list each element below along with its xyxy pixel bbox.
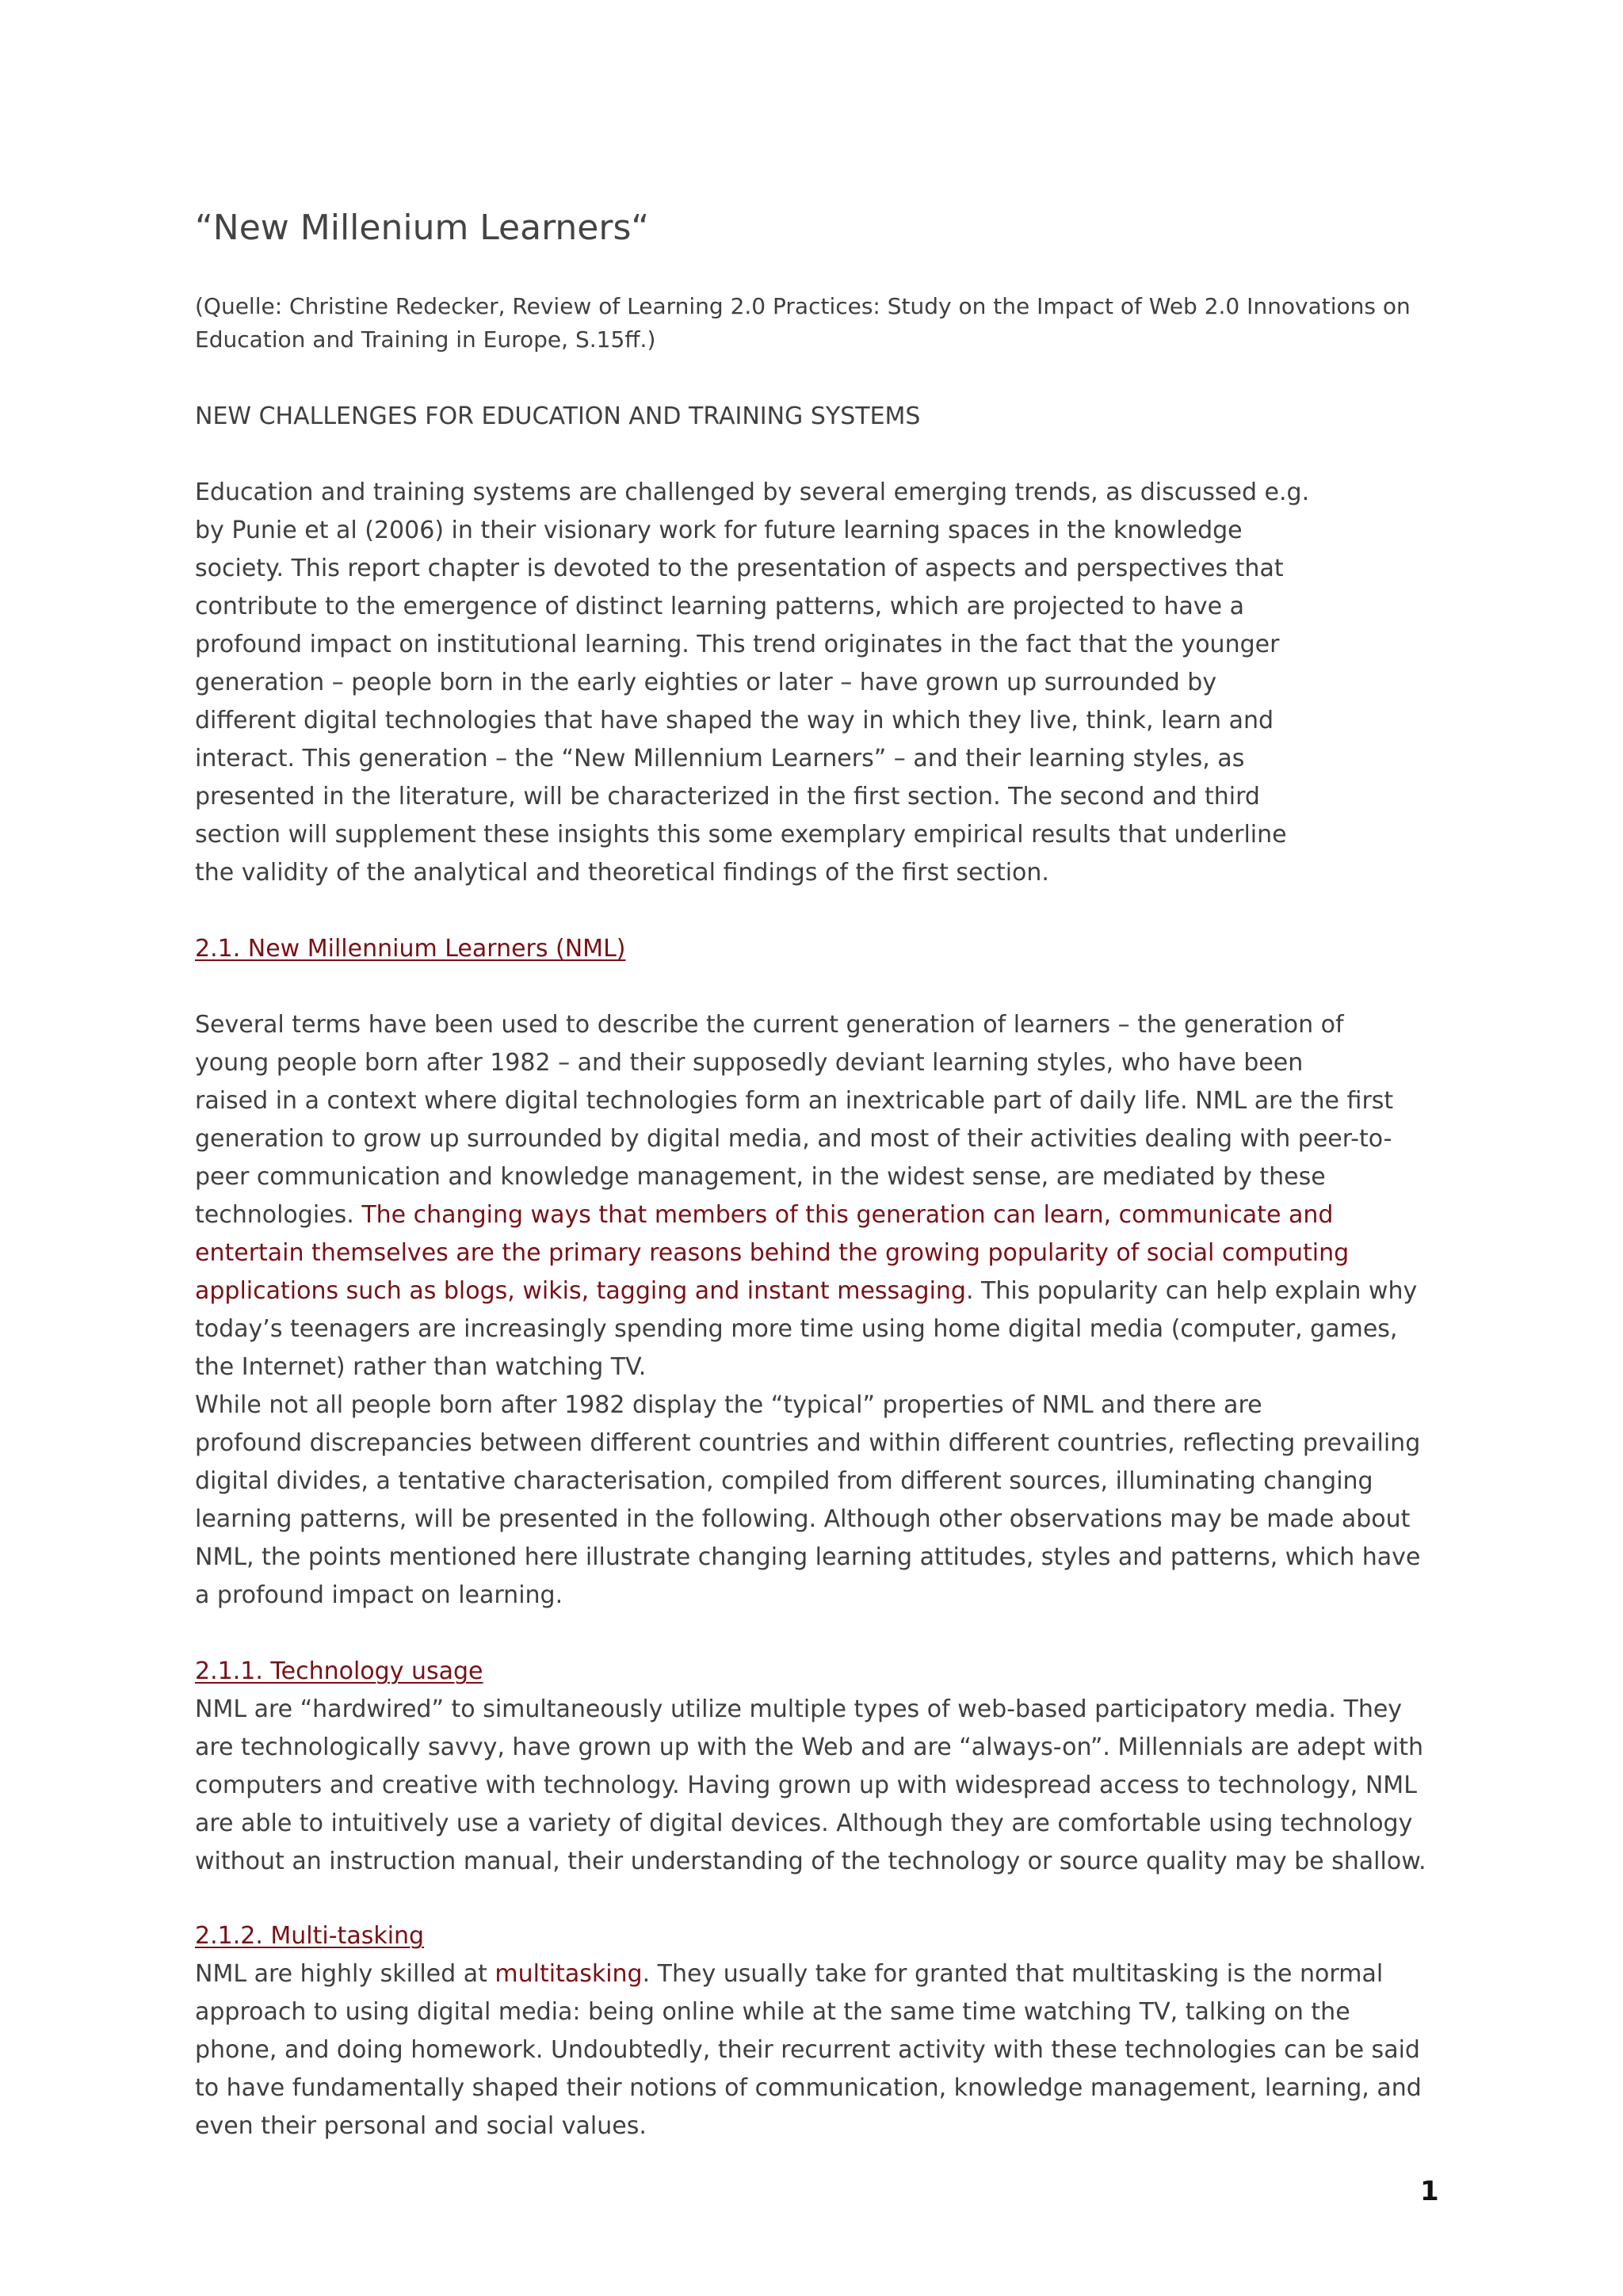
nml-heading (195, 930, 1542, 968)
text-line: digital divides, a tentative characterisation, compiled from different sources, illuminating changing (195, 1467, 1373, 1495)
multi-tasking-heading-link[interactable]: 2.1.2. Multi-tasking (195, 1922, 425, 1950)
text-line: are technologically savvy, have grown up with the Web and are “always-on”. Millennials are adept with (195, 1733, 1424, 1761)
section-heading-text: NEW CHALLENGES FOR EDUCATION AND TRAINING SYSTEMS (195, 402, 921, 430)
text-line: interact. This generation – the “New Millennium Learners” – and their learning styles, as (195, 745, 1245, 772)
highlighted-text: multitasking (495, 1960, 643, 1988)
text-line: Education and training systems are challenged by several emerging trends, as discussed e.g. (195, 479, 1310, 506)
source-citation (195, 290, 1542, 357)
technology-usage-heading (195, 1653, 1542, 1691)
text-line: even their personal and social values. (195, 2112, 647, 2140)
highlighted-text: applications such as blogs, wikis, tagging and instant messaging (195, 1277, 966, 1305)
text-segment: technologies. (195, 1201, 362, 1229)
multi-tasking-heading (195, 1917, 1542, 1955)
text-segment: NML are highly skilled at (195, 1960, 495, 1988)
text-line: presented in the literature, will be characterized in the first section. The second and third (195, 783, 1260, 810)
text-line: raised in a context where digital technologies form an inextricable part of daily life. NML are the first (195, 1087, 1394, 1115)
text-line: contribute to the emergence of distinct learning patterns, which are projected to have a (195, 593, 1245, 620)
text-line: young people born after 1982 – and their supposedly deviant learning styles, who have been (195, 1049, 1304, 1077)
source-line: (Quelle: Christine Redecker, Review of Learning 2.0 Practices: Study on the Impact of Web 2.0 Innovations on (195, 293, 1411, 319)
text-line: While not all people born after 1982 display the “typical” properties of NML and there are (195, 1391, 1262, 1419)
page-number: 1 (1420, 2176, 1439, 2207)
multi-tasking-paragraph (195, 1955, 1542, 2145)
document-title: “New Millenium Learners“ (195, 208, 650, 248)
text-line: Several terms have been used to describe the current generation of learners – the generation of (195, 1011, 1344, 1039)
section-heading (195, 398, 1542, 436)
text-line: are able to intuitively use a variety of digital devices. Although they are comfortable using technology (195, 1810, 1413, 1837)
source-line: Education and Training in Europe, S.15ff.) (195, 326, 656, 353)
technology-usage-heading-link[interactable]: 2.1.1. Technology usage (195, 1657, 483, 1685)
text-line: without an instruction manual, their understanding of the technology or source quality may be shallow. (195, 1848, 1426, 1875)
text-line: computers and creative with technology. Having grown up with widespread access to technology, NML (195, 1772, 1417, 1799)
text-line (195, 1196, 1542, 1234)
text-line: generation – people born in the early eighties or later – have grown up surrounded by (195, 669, 1217, 696)
text-line (195, 1955, 1542, 1993)
text-line: the validity of the analytical and theoretical findings of the first section. (195, 859, 1049, 887)
text-line: profound impact on institutional learning. This trend originates in the fact that the younger (195, 631, 1280, 658)
text-line: a profound impact on learning. (195, 1581, 563, 1609)
text-line: different digital technologies that have shaped the way in which they live, think, learn and (195, 707, 1274, 734)
intro-paragraph (195, 474, 1542, 892)
text-line: the Internet) rather than watching TV. (195, 1353, 647, 1381)
text-line: peer communication and knowledge management, in the widest sense, are mediated by these (195, 1163, 1326, 1191)
text-segment: . They usually take for granted that multitasking is the normal (642, 1960, 1384, 1988)
text-line: society. This report chapter is devoted to the presentation of aspects and perspectives that (195, 555, 1284, 582)
highlighted-text: The changing ways that members of this generation can learn, communicate and (361, 1201, 1334, 1229)
text-line: learning patterns, will be presented in the following. Although other observations may be made about (195, 1505, 1411, 1533)
technology-usage-paragraph (195, 1691, 1542, 1881)
text-line: approach to using digital media: being online while at the same time watching TV, talking on the (195, 1998, 1350, 2026)
text-line: section will supplement these insights this some exemplary empirical results that underline (195, 821, 1287, 849)
text-line (195, 1272, 1542, 1310)
text-line: today’s teenagers are increasingly spending more time using home digital media (computer, games, (195, 1315, 1398, 1343)
text-segment: . This popularity can help explain why (965, 1277, 1418, 1305)
nml-heading-link[interactable]: 2.1. New Millennium Learners (NML) (195, 935, 626, 963)
highlighted-text: entertain themselves are the primary reasons behind the growing popularity of social computing (195, 1239, 1350, 1267)
text-line: NML, the points mentioned here illustrate changing learning attitudes, styles and patterns, which have (195, 1543, 1421, 1571)
text-line: NML are “hardwired” to simultaneously utilize multiple types of web-based participatory media. They (195, 1695, 1403, 1723)
nml-paragraph (195, 1006, 1542, 1615)
text-line: by Punie et al (2006) in their visionary work for future learning spaces in the knowledge (195, 517, 1243, 544)
text-line: phone, and doing homework. Undoubtedly, their recurrent activity with these technologies can be said (195, 2036, 1420, 2064)
text-line: generation to grow up surrounded by digital media, and most of their activities dealing with peer-to- (195, 1125, 1392, 1153)
text-line: profound discrepancies between different countries and within different countries, reflecting prevailing (195, 1429, 1421, 1457)
text-line: to have fundamentally shaped their notions of communication, knowledge management, learning, and (195, 2074, 1422, 2102)
